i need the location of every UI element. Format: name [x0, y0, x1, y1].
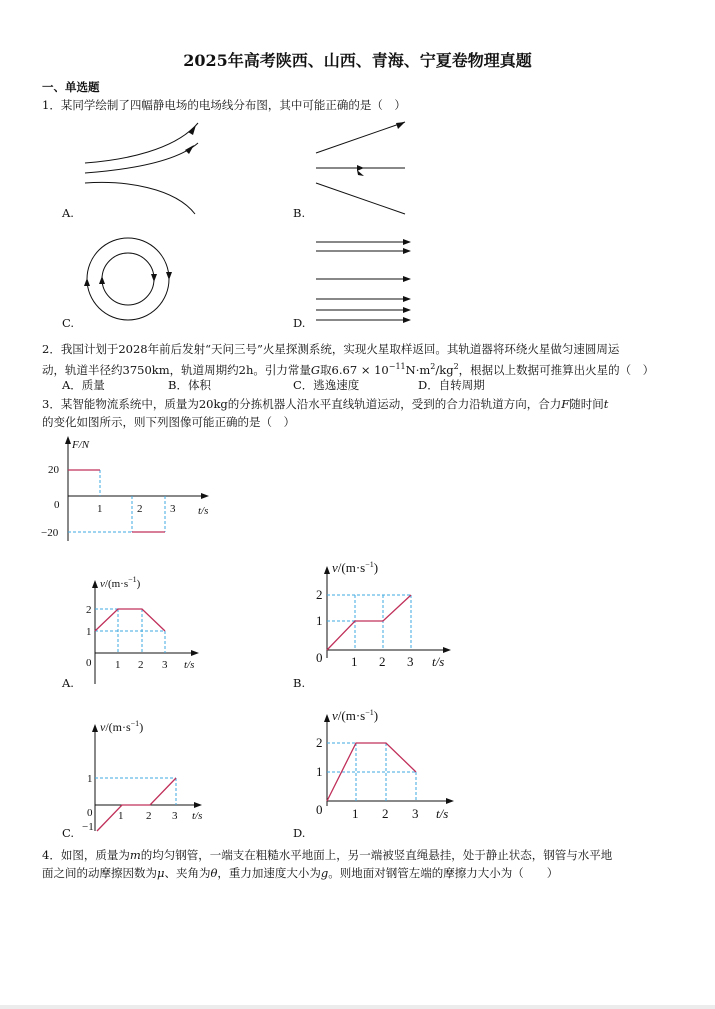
q2-line2: 动，轨道半径约3750km，轨道周期约2h。引力常量G取$6.67 \times 10^{-11}N\cdot m^2/kg^2$，根据以上数据可推算出火星的（ ）	[42, 362, 655, 377]
q1-option-d: D.	[293, 316, 306, 330]
q3-option-c: C.	[62, 826, 75, 840]
q2-option-c: C．逃逸速度	[293, 378, 360, 392]
svg-text:−1: −1	[82, 821, 94, 833]
v-graph-d	[312, 706, 462, 826]
force-graph	[40, 436, 230, 548]
svg-text:3: 3	[412, 806, 419, 821]
svg-text:1: 1	[316, 764, 323, 779]
q4-line2: 面之间的动摩擦因数为μ、夹角为θ，重力加速度大小为g。则地面对钢管左端的摩擦力大小为（ ）	[42, 866, 559, 880]
v-graph-d-xlabel: t/s	[436, 806, 449, 821]
q1-option-c: C.	[62, 316, 75, 330]
svg-text:2: 2	[382, 806, 389, 821]
page-title: 2025年高考陕西、山西、青海、宁夏卷物理真题	[183, 51, 532, 70]
svg-text:1: 1	[86, 626, 92, 638]
svg-text:0: 0	[316, 650, 323, 665]
q3-option-b: B.	[293, 676, 306, 690]
force-tick-3: 3	[170, 503, 176, 515]
svg-text:2: 2	[146, 810, 152, 822]
q2-option-d: D．自转周期	[418, 378, 485, 392]
force-ylabel: F/N	[72, 439, 90, 451]
v-graph-b-xlabel: t/s	[432, 654, 445, 669]
q1-figure-c	[80, 234, 180, 324]
q1-figure-a	[80, 118, 200, 218]
q2-option-b: B．体积	[168, 378, 211, 392]
svg-text:1: 1	[118, 810, 124, 822]
v-graph-a-xlabel: t/s	[184, 659, 195, 671]
q1-stem: 1．某同学绘制了四幅静电场的电场线分布图，其中可能正确的是（ ）	[42, 98, 406, 112]
q1-figure-d	[312, 234, 417, 329]
svg-text:2: 2	[86, 604, 92, 616]
svg-text:3: 3	[407, 654, 414, 669]
q4-line1: 4．如图，质量为m的均匀钢管，一端支在粗糙水平地面上，另一端被竖直绳悬挂，处于静止状态，钢管与水平地	[42, 848, 613, 862]
v-graph-c-xlabel: t/s	[192, 810, 203, 822]
v-graph-a-ylabel: $v/(m\cdot s^{-1})$	[100, 575, 141, 590]
force-tick-2: 2	[137, 503, 143, 515]
v-graph-d-ylabel: $v/(m\cdot s^{-1})$	[332, 708, 379, 723]
svg-text:3: 3	[172, 810, 178, 822]
v-graph-c	[80, 716, 210, 836]
force-tick-0: 0	[54, 499, 60, 511]
v-graph-c-ylabel: $v/(m\cdot s^{-1})$	[100, 719, 144, 734]
force-tick-neg20: −20	[41, 527, 59, 539]
svg-text:2: 2	[316, 735, 323, 750]
svg-text:0: 0	[87, 807, 93, 819]
q2-option-a: A．质量	[62, 378, 105, 392]
force-tick-1: 1	[97, 503, 103, 515]
svg-text:1: 1	[352, 806, 359, 821]
q1-option-b: B.	[293, 206, 306, 220]
svg-text:0: 0	[316, 802, 323, 817]
section-heading: 一、单选题	[42, 80, 100, 94]
force-xlabel: t/s	[198, 505, 209, 517]
q2-line1: 2．我国计划于2028年前后发射“天问三号”火星探测系统，实现火星取样返回。其轨道器将环绕火星做匀速圆周运	[42, 342, 620, 356]
force-tick-20: 20	[48, 464, 59, 476]
page-footer-bar	[0, 1005, 715, 1009]
svg-text:2: 2	[379, 654, 386, 669]
svg-text:3: 3	[162, 659, 168, 671]
v-graph-b	[312, 558, 462, 673]
q1-figure-b	[312, 118, 412, 218]
svg-text:0: 0	[86, 657, 92, 669]
q1-option-a: A.	[62, 206, 74, 220]
v-graph-b-ylabel: $v/(m\cdot s^{-1})$	[332, 560, 379, 575]
q3-line2: 的变化如图所示，则下列图像可能正确的是（ ）	[42, 415, 295, 429]
v-graph-a	[80, 572, 210, 687]
svg-text:1: 1	[351, 654, 358, 669]
svg-text:1: 1	[316, 613, 323, 628]
svg-text:2: 2	[316, 587, 323, 602]
q3-option-d: D.	[293, 826, 306, 840]
svg-text:1: 1	[115, 659, 121, 671]
q3-option-a: A.	[62, 676, 74, 690]
svg-text:2: 2	[138, 659, 144, 671]
q3-line1: 3．某智能物流系统中，质量为20kg的分拣机器人沿水平直线轨道运动，受到的合力沿轨道方向，合力F随时间t	[42, 397, 609, 411]
svg-text:1: 1	[87, 773, 93, 785]
